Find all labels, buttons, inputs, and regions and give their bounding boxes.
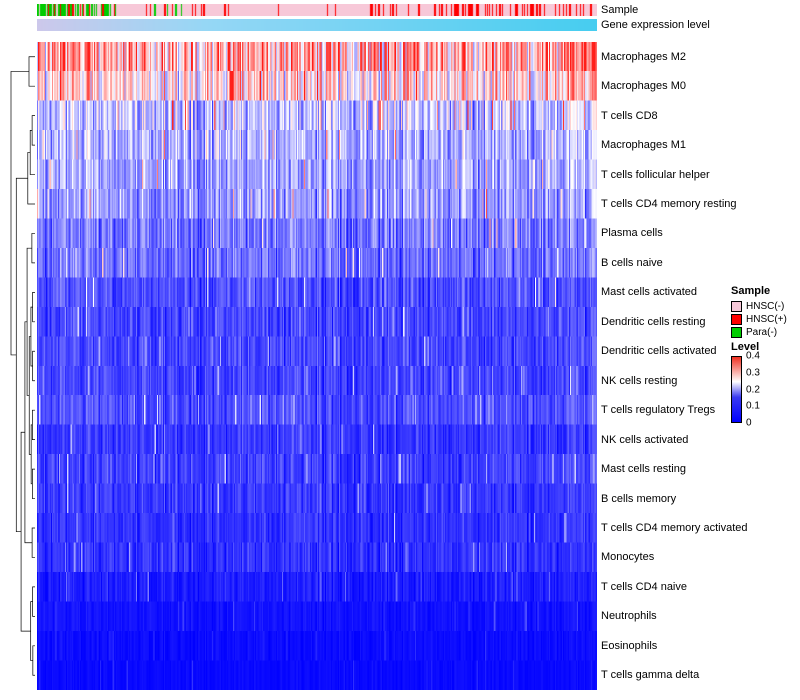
row-label: Eosinophils bbox=[601, 639, 658, 652]
row-label: T cells CD4 memory activated bbox=[601, 522, 748, 534]
heatmap-canvas bbox=[37, 42, 597, 690]
gene-expression-annotation-track bbox=[37, 19, 597, 31]
row-label: Neutrophils bbox=[601, 610, 657, 623]
level-tick-label: 0.4 bbox=[746, 350, 760, 362]
gene-expression-annotation-canvas bbox=[37, 19, 597, 31]
row-label: Macrophages M1 bbox=[601, 139, 686, 152]
sample-legend-items bbox=[731, 300, 800, 338]
heatmap-body bbox=[37, 42, 597, 690]
level-tick-label: 0.2 bbox=[746, 384, 760, 395]
sample-legend-title: Sample bbox=[731, 285, 771, 297]
row-label: Dendritic cells activated bbox=[601, 345, 717, 358]
row-label: NK cells resting bbox=[601, 374, 678, 387]
level-tick-label: 0.3 bbox=[746, 367, 760, 379]
sample-annotation-track bbox=[37, 4, 597, 16]
row-label: Mast cells activated bbox=[601, 286, 697, 299]
sample-legend-text: Para(-) bbox=[746, 326, 778, 338]
row-label: T cells CD4 naive bbox=[601, 580, 687, 593]
row-label: B cells naive bbox=[601, 256, 663, 269]
level-legend-body bbox=[731, 350, 800, 429]
sample-legend-swatch bbox=[731, 301, 742, 312]
sample-legend-text: HNSC(-) bbox=[746, 300, 785, 312]
level-tick-label: 0 bbox=[746, 417, 752, 429]
row-label: T cells gamma delta bbox=[601, 669, 700, 682]
row-label: T cells CD8 bbox=[601, 109, 658, 122]
row-label: B cells memory bbox=[601, 492, 677, 505]
row-label: Mast cells resting bbox=[601, 463, 686, 476]
row-label: Plasma cells bbox=[601, 227, 663, 240]
row-label: T cells regulatory Tregs bbox=[601, 404, 716, 417]
sample-legend-swatch bbox=[731, 314, 742, 325]
gene-expression-annotation-label: Gene expression level bbox=[601, 19, 710, 31]
row-label: T cells CD4 memory resting bbox=[601, 198, 737, 210]
sample-legend-item bbox=[731, 313, 800, 325]
row-label: NK cells activated bbox=[601, 433, 689, 446]
sample-annotation-canvas bbox=[37, 4, 597, 16]
row-dendrogram bbox=[10, 42, 35, 690]
row-label: T cells follicular helper bbox=[601, 168, 710, 181]
sample-annotation-label: Sample bbox=[601, 4, 639, 16]
level-gradient-bar bbox=[731, 356, 742, 423]
row-label: Macrophages M0 bbox=[601, 80, 686, 93]
row-label: Dendritic cells resting bbox=[601, 315, 706, 328]
level-legend-title: Level bbox=[731, 341, 760, 353]
level-legend bbox=[731, 341, 800, 429]
row-label: Monocytes bbox=[601, 551, 655, 564]
sample-legend-item bbox=[731, 326, 800, 338]
sample-legend bbox=[731, 285, 800, 339]
sample-legend-text: HNSC(+) bbox=[746, 313, 787, 325]
row-label: Macrophages M2 bbox=[601, 50, 686, 63]
sample-legend-item bbox=[731, 300, 800, 312]
level-tick-label: 0.1 bbox=[746, 400, 760, 412]
level-tick-list bbox=[746, 350, 786, 429]
sample-legend-swatch bbox=[731, 327, 742, 338]
